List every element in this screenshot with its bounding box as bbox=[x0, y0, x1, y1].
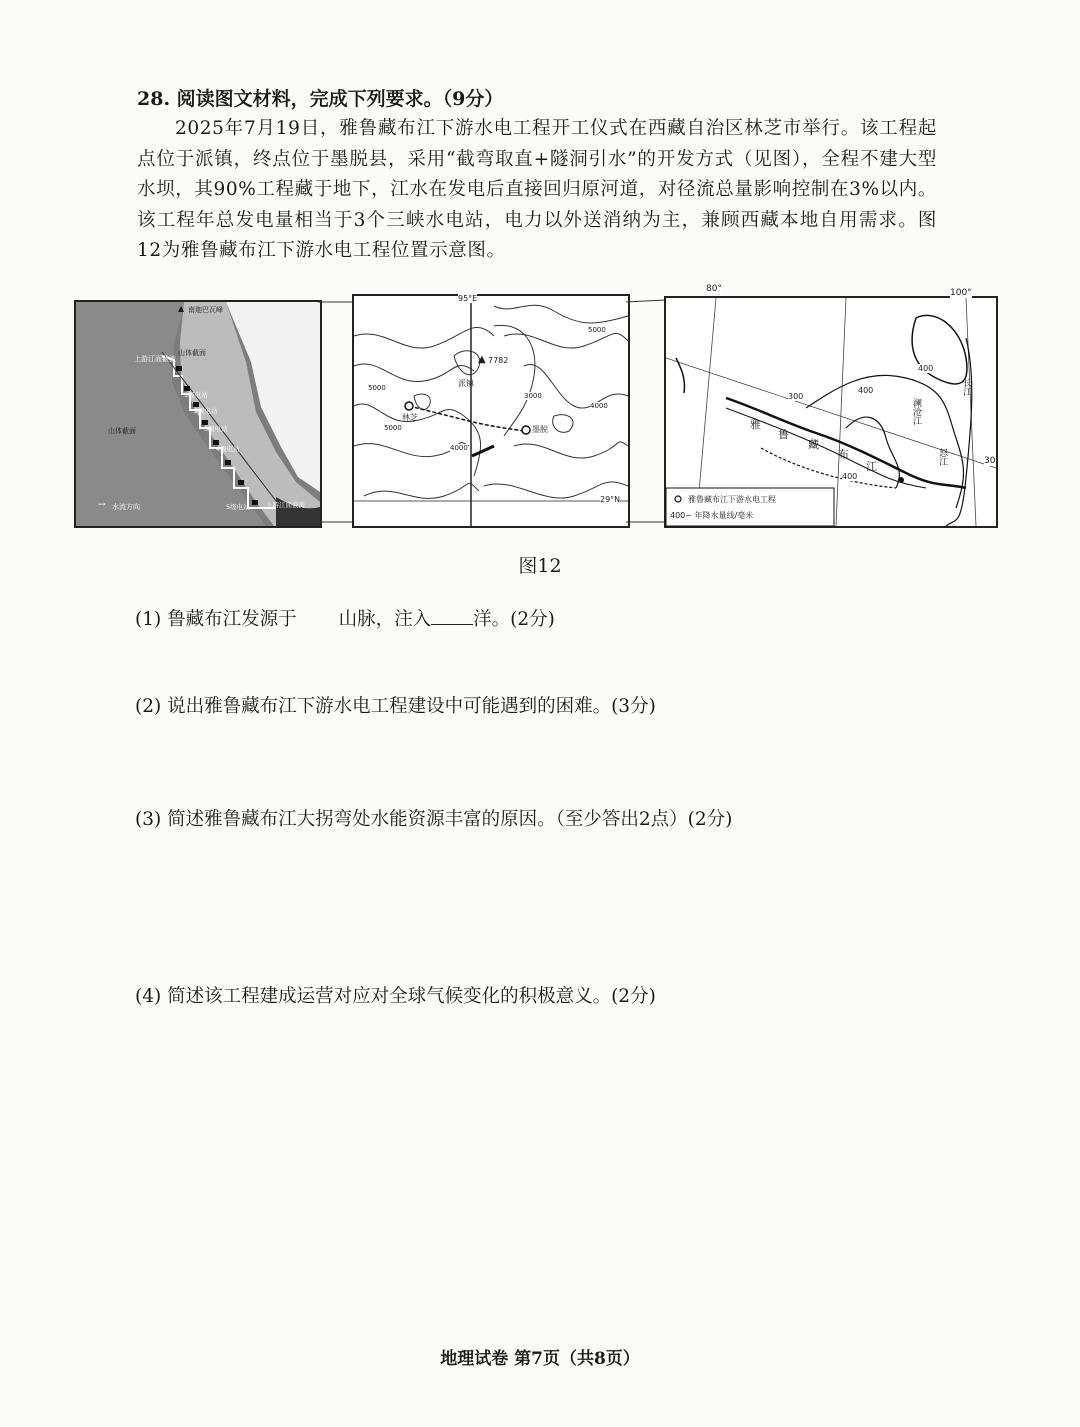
question-title: 28. 阅读图文材料，完成下列要求。（9分） bbox=[137, 88, 504, 110]
label-upstream: 上游江面截流 bbox=[134, 355, 176, 363]
isohyet-label: 400 bbox=[842, 472, 858, 481]
connector-lines bbox=[626, 296, 666, 526]
flow-arrow-icon: → bbox=[98, 500, 106, 510]
label-mountain-1: 山体截面 bbox=[178, 349, 206, 357]
figure-caption: 图12 bbox=[518, 555, 562, 577]
contour-label: 5000 bbox=[368, 384, 386, 392]
motuo-marker bbox=[522, 426, 530, 434]
label-mountain-2: 山体截面 bbox=[108, 427, 136, 435]
place-linzhi: 林芝 bbox=[402, 413, 418, 422]
river-char: 布 bbox=[838, 448, 849, 461]
sub-question-1: (1) 鲁藏布江发源于 山脉，注入 洋。(2分) bbox=[135, 609, 555, 630]
legend-flow: 水流方向 bbox=[112, 503, 140, 511]
river-char: 藏 bbox=[808, 438, 819, 451]
river-char: 江 bbox=[866, 460, 877, 473]
paizhen-marker bbox=[405, 402, 413, 410]
answer-blank[interactable] bbox=[431, 610, 473, 625]
contour-label: 5000 bbox=[384, 424, 402, 432]
contour-label: 3000 bbox=[524, 392, 542, 400]
lon-east-label: 100° bbox=[950, 288, 972, 298]
connector-lines bbox=[318, 296, 354, 526]
place-paizhen: 派镇 bbox=[458, 379, 474, 388]
lat-label: 29°N bbox=[600, 495, 621, 504]
passage: 2025年7月19日，雅鲁藏布江下游水电工程开工仪式在西藏自治区林芝市举行。该工程起点位于派镇，终点位于墨脱县，采用“截弯取直+隧洞引水”的开发方式（见图），全程不建大型水坝，其90%工程藏于地下，江水在发电后直接回归原河道，对径流总量影响控制在3%以内。该工程年总发电量相当于3个三峡水电站，电力以外送消纳为主，兼顾西藏本地自用需求。图12为雅鲁藏布江下游水电工程位置示意图。 bbox=[137, 118, 937, 261]
project-marker bbox=[898, 477, 904, 483]
legend-project: 雅鲁藏布江下游水电工程 bbox=[688, 495, 776, 504]
sub-question-3: (3) 简述雅鲁藏布江大拐弯处水能资源丰富的原因。（至少答出2点）(2分) bbox=[135, 809, 733, 830]
figure-panel-a bbox=[74, 300, 322, 528]
contour-label: 4000 bbox=[450, 444, 468, 452]
sub-question-2: (2) 说出雅鲁藏布江下游水电工程建设中可能遇到的困难。(3分) bbox=[135, 696, 656, 717]
label-station-1: 1级电站 bbox=[184, 391, 208, 399]
river-char: 鲁 bbox=[778, 428, 789, 441]
contour-label: 4000 bbox=[590, 402, 608, 410]
label-station-3: 3级电站 bbox=[204, 425, 228, 433]
isohyet-label: 400 bbox=[858, 386, 874, 395]
river-label-changjiang: 长江 bbox=[961, 378, 971, 396]
figure-panel-b bbox=[352, 294, 630, 528]
isohyet-label: 300 bbox=[788, 392, 804, 401]
sub-question-4: (4) 简述该工程建成运营对应对全球气候变化的积极意义。(2分) bbox=[135, 986, 656, 1007]
river-char: 雅 bbox=[750, 418, 761, 431]
place-motuo: 墨脱 bbox=[532, 425, 548, 434]
isohyet-label: 400 bbox=[918, 364, 934, 373]
page-footer: 地理试卷 第7页（共8页） bbox=[440, 1349, 640, 1369]
peak-icon: ▲ bbox=[178, 304, 185, 313]
peak-label: 南迦巴瓦峰 bbox=[188, 306, 223, 314]
label-station-5: 5级电站 bbox=[226, 503, 250, 511]
legend-isohyet: 400~ 年降水量线/毫米 bbox=[670, 511, 754, 520]
contour-label: 5000 bbox=[588, 326, 606, 334]
lat-label: 30 bbox=[984, 456, 996, 466]
lon-label: 95°E bbox=[458, 294, 478, 303]
figure-panel-c bbox=[664, 284, 998, 528]
label-downstream: 上游江面截流 bbox=[266, 501, 305, 509]
peak-elevation: 7782 bbox=[488, 356, 509, 365]
lon-west-label: 80° bbox=[706, 284, 722, 294]
label-station-2: 2级电站 bbox=[194, 407, 218, 415]
peak-icon: ▲ bbox=[478, 354, 486, 365]
river-label-nu: 怒江 bbox=[937, 448, 947, 466]
river-label-lancang: 澜沧江 bbox=[911, 398, 921, 425]
label-station-4: 4级电站 bbox=[216, 445, 240, 453]
